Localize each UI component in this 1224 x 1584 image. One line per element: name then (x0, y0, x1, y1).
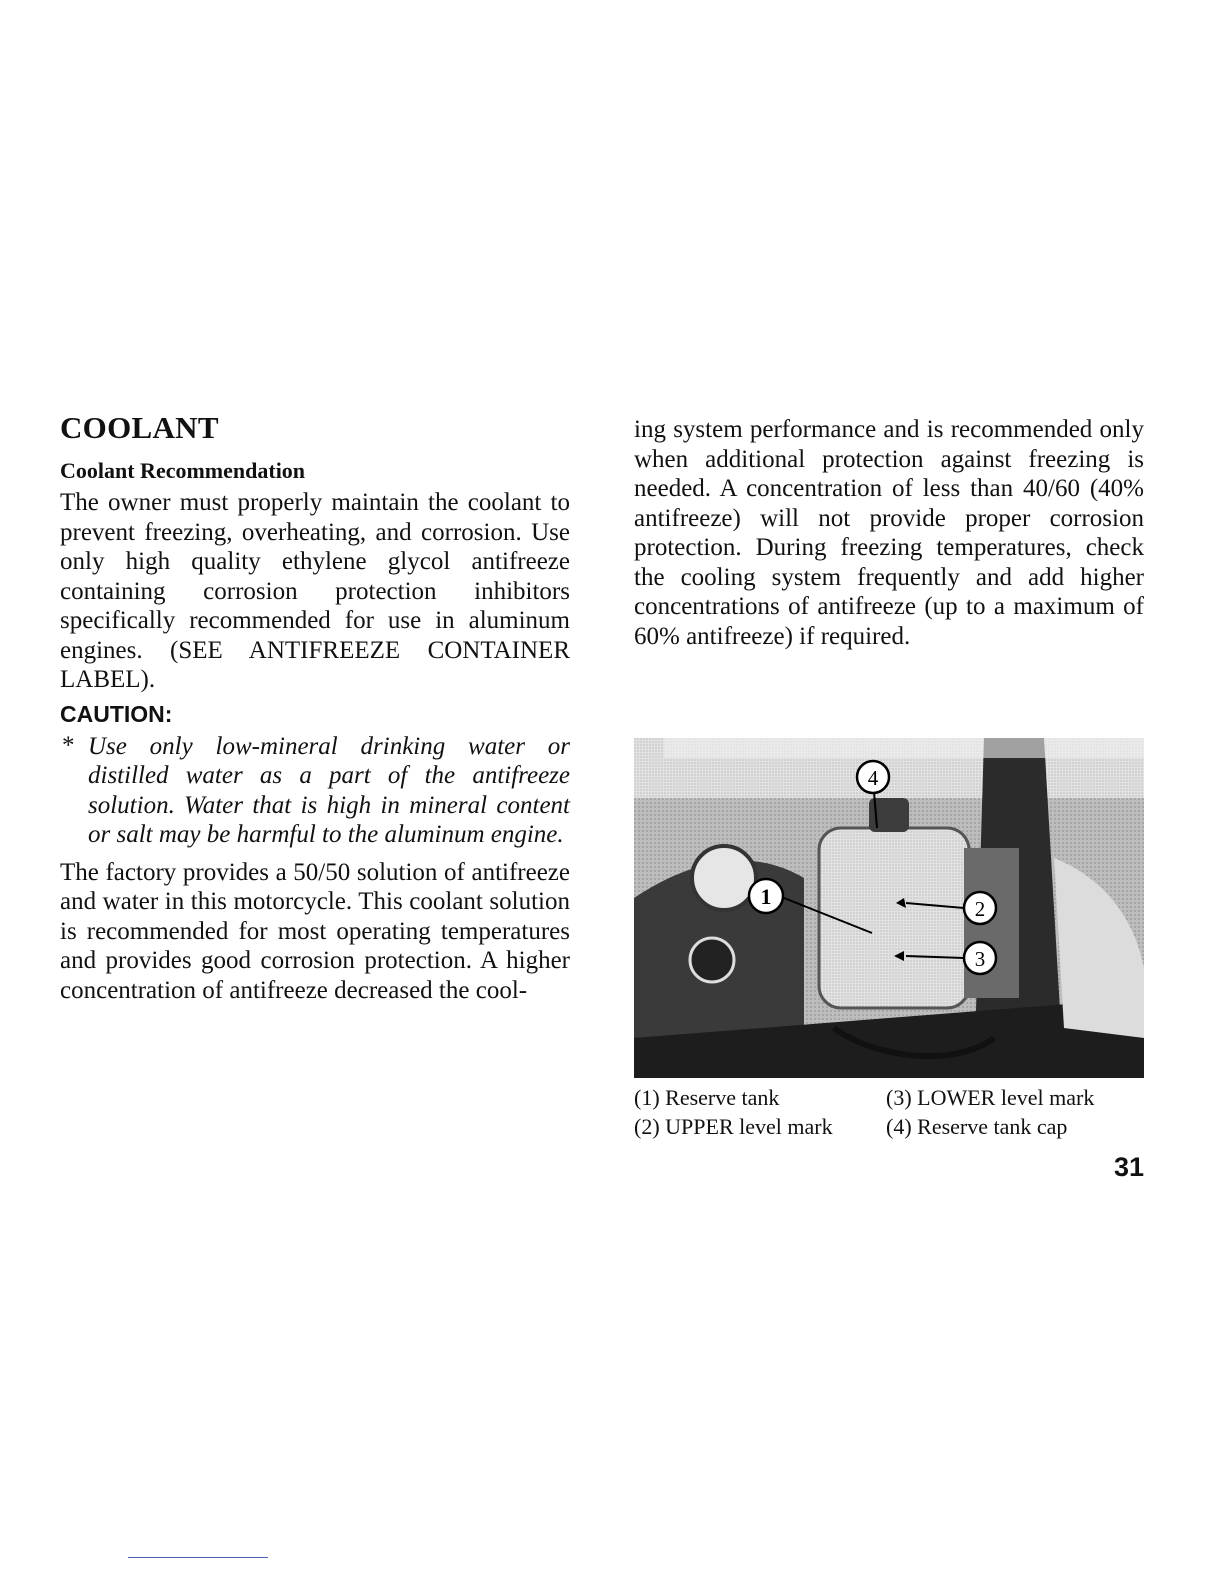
callout-4 (857, 761, 889, 793)
continued-paragraph: ing system performance and is recommended only when additional protection against freezing is needed. A concentration of less than 40/60 (40% antifreeze) will not provide proper corrosion protection. During freezing temperatures, check the cooling system frequently and add higher concentrations of antifreeze (up to a maximum of 60% antifreeze) if required. (634, 416, 1144, 650)
left-column (60, 410, 570, 1005)
svg-text:2: 2 (974, 897, 986, 921)
bullet-asterisk: * (62, 731, 75, 759)
svg-text:4: 4 (867, 766, 879, 790)
caution-bullet (60, 732, 570, 850)
footer-rule (128, 1557, 268, 1558)
caption-upper-level: (2) UPPER level mark (634, 1114, 833, 1139)
page-number: 31 (1113, 1152, 1144, 1182)
right-column (634, 415, 1144, 651)
callout-2 (964, 892, 996, 924)
caption-reserve-tank: (1) Reserve tank (634, 1085, 780, 1110)
engine-photo-illustration (634, 738, 1144, 1078)
subsection-heading: Coolant Recommendation (60, 458, 306, 483)
caution-title: CAUTION: (60, 700, 173, 727)
callout-3 (964, 942, 996, 974)
caption-tank-cap: (4) Reserve tank cap (886, 1114, 1068, 1139)
figure-captions (634, 1083, 1144, 1141)
section-heading: COOLANT (60, 410, 219, 445)
factory-paragraph: The factory provides a 50/50 solution of antifreeze and water in this motorcycle. This coolant solution is recommended for most operating temperatures and provides good corrosion protection. A higher concentration of antifreeze decreased the cool- (60, 858, 570, 1004)
caption-row (634, 1083, 1144, 1112)
caution-text: Use only low-mineral drinking water or distilled water as a part of the antifreeze solution. Water that is high in mineral content or salt may be harmful to the aluminum engine. (88, 732, 570, 848)
intro-paragraph: The owner must properly maintain the coolant to prevent freezing, overheating, and corrosion. Use only high quality ethylene glycol antifreeze containing corrosion protection inhibitors specifically recommended for use in aluminum engines. (SEE ANTIFREEZE CONTAINER LABEL). (60, 489, 570, 693)
callout-1 (749, 879, 783, 913)
caption-lower-level: (3) LOWER level mark (886, 1085, 1095, 1110)
svg-text:1: 1 (760, 884, 772, 909)
svg-text:3: 3 (974, 947, 986, 971)
reserve-tank-photo (634, 738, 1144, 1078)
caption-row (634, 1112, 1144, 1141)
